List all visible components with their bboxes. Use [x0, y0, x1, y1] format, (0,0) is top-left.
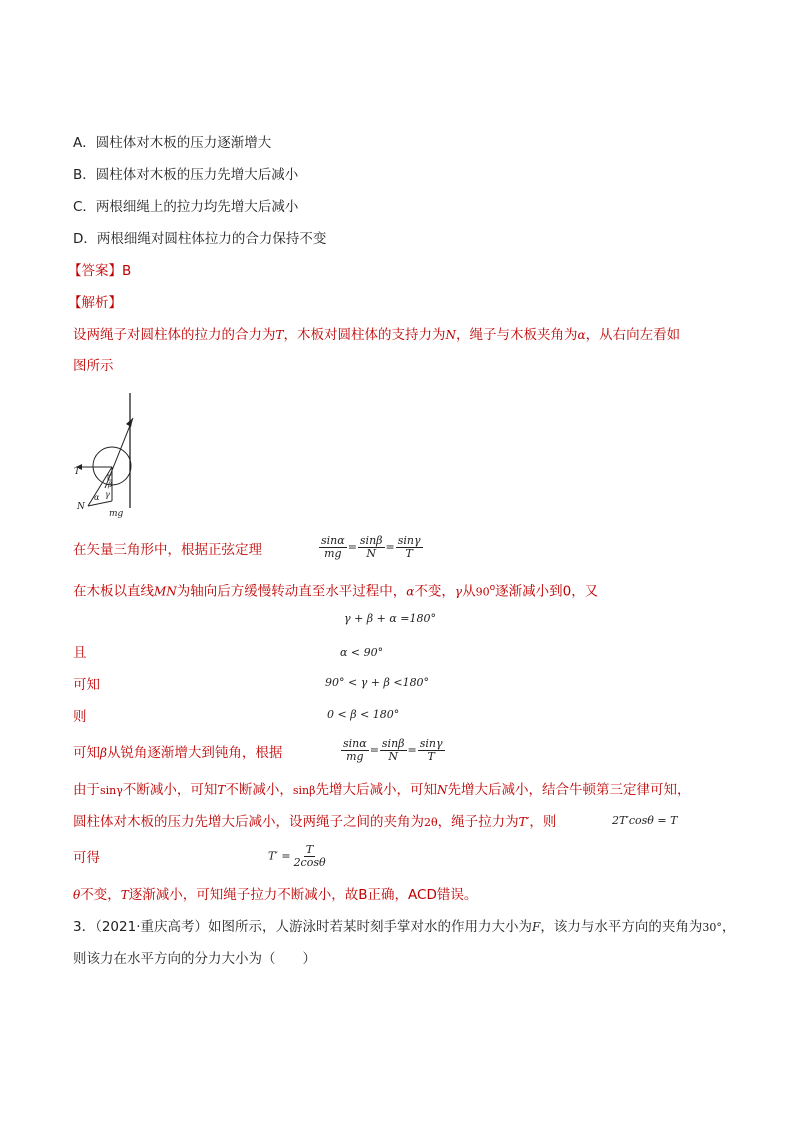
force-diagram [68, 388, 148, 523]
eq-angle-sum: γ + β + α =180° [344, 612, 436, 625]
option-a: A．圆柱体对木板的压力逐渐增大 [73, 135, 272, 151]
tension-arrow [105, 418, 133, 488]
intro-line-1: 设两绳子对圆柱体的拉力的合力为T，木板对圆柱体的支持力为N，绳子与木板夹角为α，从右向左看如 [73, 327, 681, 343]
intro-line-2: 图所示 [73, 358, 114, 374]
label-mg: mg [109, 509, 124, 519]
n-line [88, 501, 112, 506]
label-gamma: γ [105, 490, 110, 499]
option-b: B．圆柱体对木板的压力先增大后减小 [73, 167, 299, 183]
obtain-label: 可得 [73, 850, 100, 866]
option-c: C．两根细绳上的拉力均先增大后减小 [73, 199, 299, 215]
and-label: 且 [73, 645, 87, 661]
label-beta: β [108, 481, 113, 489]
beta-line: 可知β从锐角逐渐增大到钝角，根据 [73, 745, 283, 761]
q3-line-2: 则该力在水平方向的分力大小为（ ） [73, 951, 316, 967]
since-line: 由于sinγ不断减小，可知T不断减小，sinβ先增大后减小，可知N先增大后减小，结合牛顿第三定律可知， [73, 782, 691, 798]
conclusion-line: θ不变，T逐渐减小，可知绳子拉力不断减小，故B正确，ACD错误。 [73, 887, 478, 903]
option-d: D．两根细绳对圆柱体拉力的合力保持不变 [73, 231, 327, 247]
answer-value: B [122, 263, 132, 279]
eq-range: 90° < γ + β <180° [325, 676, 430, 689]
eq-alpha: α < 90° [340, 646, 384, 659]
sine-rule-equation: $\frac{\sin\alpha}{mg}$ = $\frac{\sin\beta}{N}$ = $\frac{\sin\gamma}{T}$ [321, 534, 421, 560]
eq-obtain: T′ = $\frac{T}{2\cos\theta}$ [268, 843, 326, 869]
q3-line-1: 3．（2021·重庆高考）如图所示，人游泳时若某时刻手掌对水的作用力大小为F，该力与水平方向的夹角为30°， [73, 919, 736, 935]
pressure-line: 圆柱体对木板的压力先增大后减小，设两绳子之间的夹角为2θ，绳子拉力为T′，则 [73, 814, 557, 830]
answer-line [68, 262, 131, 280]
label-n: N [77, 502, 85, 512]
sine-rule-equation-2: $\frac{\sin\alpha}{mg}$ = $\frac{\sin\beta}{N}$ = $\frac{\sin\gamma}{T}$ [343, 737, 443, 763]
eq-beta: 0 < β < 180° [327, 708, 400, 721]
analysis-label: 【解析】 [68, 295, 122, 311]
then-label: 则 [73, 709, 87, 725]
label-alpha: α [94, 493, 100, 502]
eq-tension: 2T′cosθ = T [612, 814, 678, 827]
sine-rule-text: 在矢量三角形中，根据正弦定理 [73, 542, 262, 558]
rotate-line: 在木板以直线MN为轴向后方缓慢转动直至水平过程中，α不变，γ从90$^o$逐渐减小到0，又 [73, 583, 599, 600]
label-t: T [74, 467, 81, 477]
answer-label: 【答案】 [68, 263, 122, 279]
know-label: 可知 [73, 677, 100, 693]
